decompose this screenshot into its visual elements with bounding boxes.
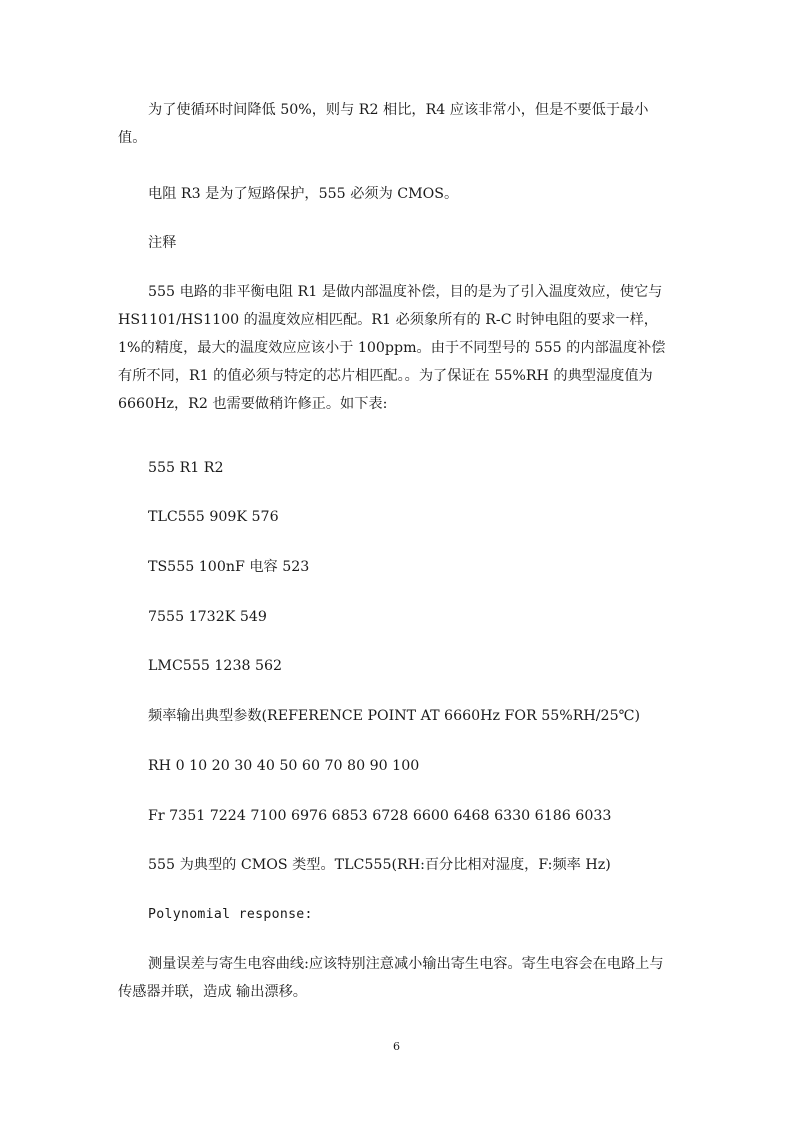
paragraph-r3-protection: 电阻 R3 是为了短路保护，555 必须为 CMOS。 <box>148 186 459 202</box>
paragraph-parasitic-capacitance: 测量误差与寄生电容曲线:应该特别注意减小输出寄生电容。寄生电容会在电路上与传感器并联，造成 输出漂移。 <box>118 956 664 1000</box>
paragraph-cycle-time: 为了使循环时间降低 50%，则与 R2 相比，R4 应该非常小，但是不要低于最小值。 <box>118 102 649 146</box>
rh-values-line: RH 0 10 20 30 40 50 60 70 80 90 100 <box>148 758 420 774</box>
table-row-ts555: TS555 100nF 电容 523 <box>148 559 310 575</box>
polynomial-response-label: Polynomial response: <box>148 907 313 922</box>
frequency-params-title: 频率输出典型参数(REFERENCE POINT AT 6660Hz FOR 55%RH/25℃) <box>148 708 641 724</box>
heading-notes: 注释 <box>148 235 177 251</box>
table-row-tlc555: TLC555 909K 576 <box>148 509 279 525</box>
paragraph-r1-compensation: 555 电路的非平衡电阻 R1 是做内部温度补偿，目的是为了引入温度效应，使它与 HS1101/HS1100 的温度效应相匹配。R1 必须象所有的 R-C 时钟电阻的要求一样，1%的精度，最大的温度效应应该小于 100ppm。由于不同型号的 555 的内部温度补偿有所不同，R1 的值必须与特定的芯片相匹配。。为了保证在 55%RH 的典型湿度值为 6660Hz，R2 也需要做稍许修正。如下表: <box>118 284 666 412</box>
fr-values-line: Fr 7351 7224 7100 6976 6853 6728 6600 6468 6330 6186 6033 <box>148 808 612 824</box>
paragraph-cmos-type: 555 为典型的 CMOS 类型。TLC555(RH:百分比相对湿度，F:频率 Hz) <box>148 857 611 873</box>
table-header-line: 555 R1 R2 <box>148 460 224 476</box>
table-row-7555: 7555 1732K 549 <box>148 609 267 625</box>
page-number: 6 <box>393 1040 400 1053</box>
table-row-lmc555: LMC555 1238 562 <box>148 658 283 674</box>
